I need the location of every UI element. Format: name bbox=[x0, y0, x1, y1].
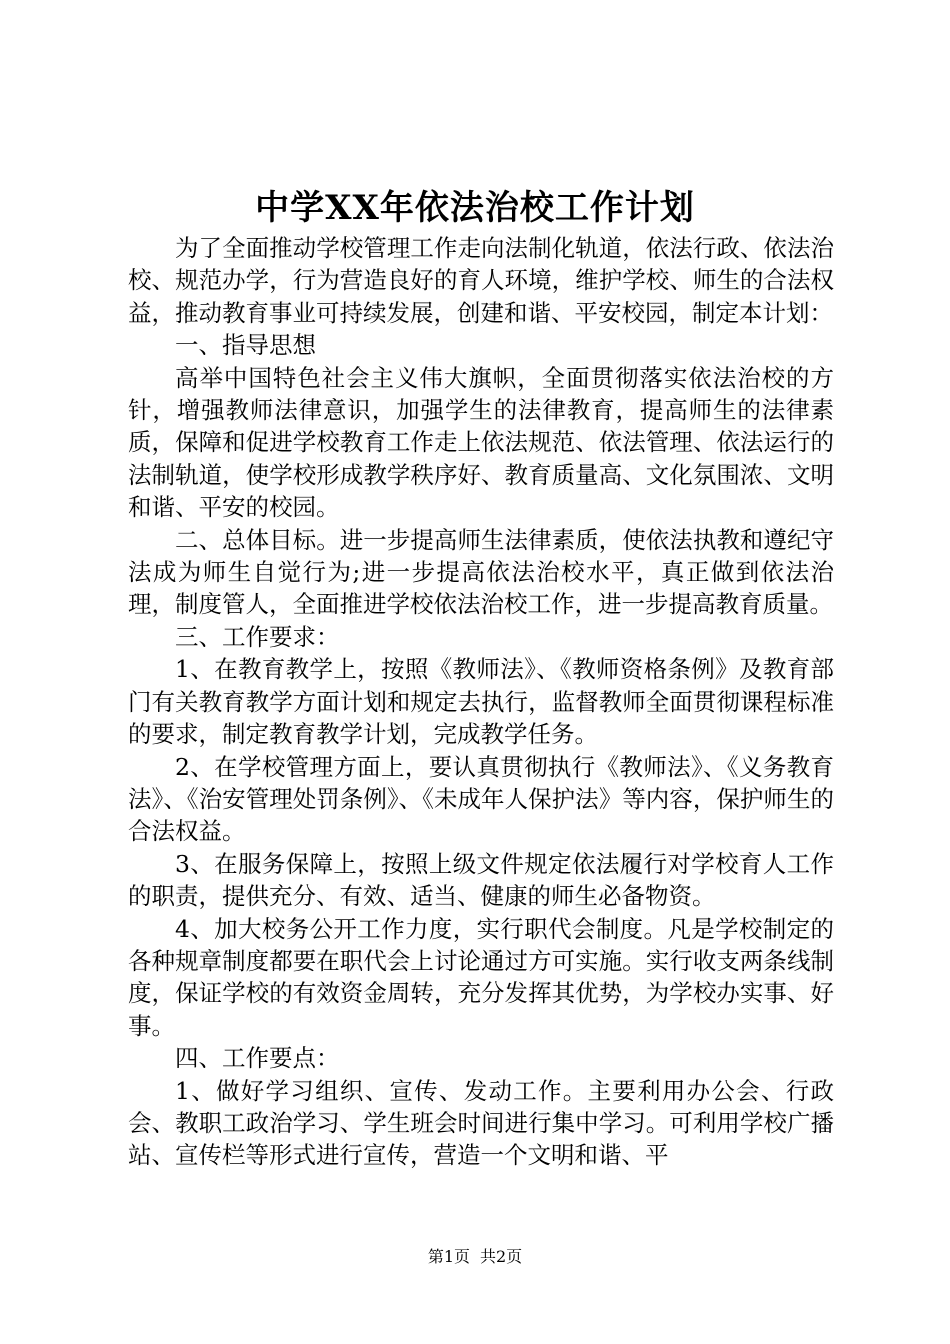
paragraph-requirement-3: 3、在服务保障上，按照上级文件规定依法履行对学校育人工作的职责，提供充分、有效、适当、健康的师生必备物资。 bbox=[128, 849, 834, 911]
paragraph-requirement-2: 2、在学校管理方面上，要认真贯彻执行《教师法》、《义务教育法》、《治安管理处罚条例》、《未成年人保护法》等内容，保护师生的合法权益。 bbox=[128, 752, 834, 846]
paragraph-requirement-1: 1、在教育教学上，按照《教师法》、《教师资格条例》及教育部门有关教育教学方面计划和规定去执行，监督教师全面贯彻课程标准的要求，制定教育教学计划，完成教学任务。 bbox=[128, 655, 834, 749]
heading-work-requirements: 三、工作要求： bbox=[175, 622, 340, 651]
document-title: 中学XX年依法治校工作计划 bbox=[255, 188, 695, 228]
heading-work-points: 四、工作要点： bbox=[175, 1044, 340, 1073]
paragraph-intro: 为了全面推动学校管理工作走向法制化轨道，依法行政、依法治校、规范办学，行为营造良好的育人环境，维护学校、师生的合法权益，推动教育事业可持续发展，创建和谐、平安校园，制定本计划： bbox=[128, 234, 834, 327]
paragraph-overall-goal: 二、总体目标。进一步提高师生法律素质，使依法执教和遵纪守法成为师生自觉行为;进一步提高依法治校水平，真正做到依法治理，制度管人，全面推进学校依法治校工作，进一步提高教育质量。 bbox=[128, 525, 834, 619]
page-footer bbox=[0, 1247, 950, 1267]
document-body bbox=[128, 232, 834, 1172]
paragraph-requirement-4: 4、加大校务公开工作力度，实行职代会制度。凡是学校制定的各种规章制度都要在职代会上讨论通过方可实施。实行收支两条线制度，保证学校的有效资金周转，充分发挥其优势，为学校办实事、好事。 bbox=[128, 914, 834, 1040]
page-number: 第1页 bbox=[427, 1247, 470, 1266]
page-total: 共2页 bbox=[480, 1247, 523, 1266]
heading-guiding-thought: 一、指导思想 bbox=[175, 331, 316, 360]
paragraph-guiding-thought: 高举中国特色社会主义伟大旗帜，全面贯彻落实依法治校的方针，增强教师法律意识，加强学生的法律教育，提高师生的法律素质，保障和促进学校教育工作走上依法规范、依法管理、依法运行的法制轨道，使学校形成教学秩序好、教育质量高、文化氛围浓、文明和谐、平安的校园。 bbox=[128, 363, 834, 522]
paragraph-work-point-1: 1、做好学习组织、宣传、发动工作。主要利用办公会、行政会、教职工政治学习、学生班会时间进行集中学习。可利用学校广播站、宣传栏等形式进行宣传，营造一个文明和谐、平 bbox=[128, 1076, 834, 1170]
